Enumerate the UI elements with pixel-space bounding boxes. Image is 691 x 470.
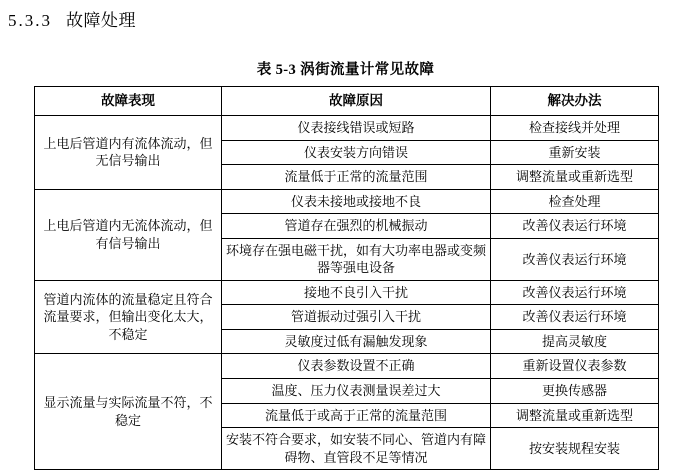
solution-cell: 改善仪表运行环境 [491, 280, 659, 305]
cause-cell: 流量低于正常的流量范围 [222, 165, 491, 190]
cause-cell: 温度、压力仪表测量误差过大 [222, 379, 491, 404]
solution-cell: 调整流量或重新选型 [491, 165, 659, 190]
cause-cell: 仪表未接地或接地不良 [222, 189, 491, 214]
solution-cell: 调整流量或重新选型 [491, 403, 659, 428]
solution-cell: 更换传感器 [491, 379, 659, 404]
section-number: 5.3.3 [8, 11, 52, 30]
cause-cell: 安装不符合要求，如安装不同心、管道内有障碍物、直管段不足等情况 [222, 428, 491, 470]
solution-cell: 改善仪表运行环境 [491, 238, 659, 280]
table-caption: 表 5-3 涡街流量计常见故障 [256, 62, 435, 78]
section-heading [8, 6, 136, 31]
column-header-cause: 故障原因 [222, 87, 491, 116]
table-row [35, 189, 659, 214]
cause-cell: 灵敏度过低有漏触发现象 [222, 329, 491, 354]
symptom-cell: 上电后管道内无流体流动，但有信号输出 [35, 189, 222, 280]
solution-cell: 检查接线并处理 [491, 116, 659, 141]
column-header-solution: 解决办法 [491, 87, 659, 116]
cause-cell: 仪表参数设置不正确 [222, 354, 491, 379]
column-header-symptom: 故障表现 [35, 87, 222, 116]
symptom-cell: 显示流量与实际流量不符，不稳定 [35, 354, 222, 470]
solution-cell: 重新安装 [491, 140, 659, 165]
cause-cell: 仪表接线错误或短路 [222, 116, 491, 141]
solution-cell: 改善仪表运行环境 [491, 305, 659, 330]
cause-cell: 流量低于或高于正常的流量范围 [222, 403, 491, 428]
table-row [35, 116, 659, 141]
cause-cell: 环境存在强电磁干扰，如有大功率电器或变频器等强电设备 [222, 238, 491, 280]
table-row [35, 354, 659, 379]
solution-cell: 检查处理 [491, 189, 659, 214]
solution-cell: 改善仪表运行环境 [491, 214, 659, 239]
fault-table [34, 86, 659, 470]
symptom-cell: 管道内流体的流量稳定且符合流量要求，但输出变化太大，不稳定 [35, 280, 222, 354]
cause-cell: 接地不良引入干扰 [222, 280, 491, 305]
cause-cell: 管道振动过强引入干扰 [222, 305, 491, 330]
solution-cell: 按安装规程安装 [491, 428, 659, 470]
section-title: 故障处理 [66, 11, 136, 30]
cause-cell: 仪表安装方向错误 [222, 140, 491, 165]
cause-cell: 管道存在强烈的机械振动 [222, 214, 491, 239]
symptom-cell: 上电后管道内有流体流动，但无信号输出 [35, 116, 222, 190]
table-header-row [35, 87, 659, 116]
solution-cell: 重新设置仪表参数 [491, 354, 659, 379]
table-row [35, 280, 659, 305]
solution-cell: 提高灵敏度 [491, 329, 659, 354]
